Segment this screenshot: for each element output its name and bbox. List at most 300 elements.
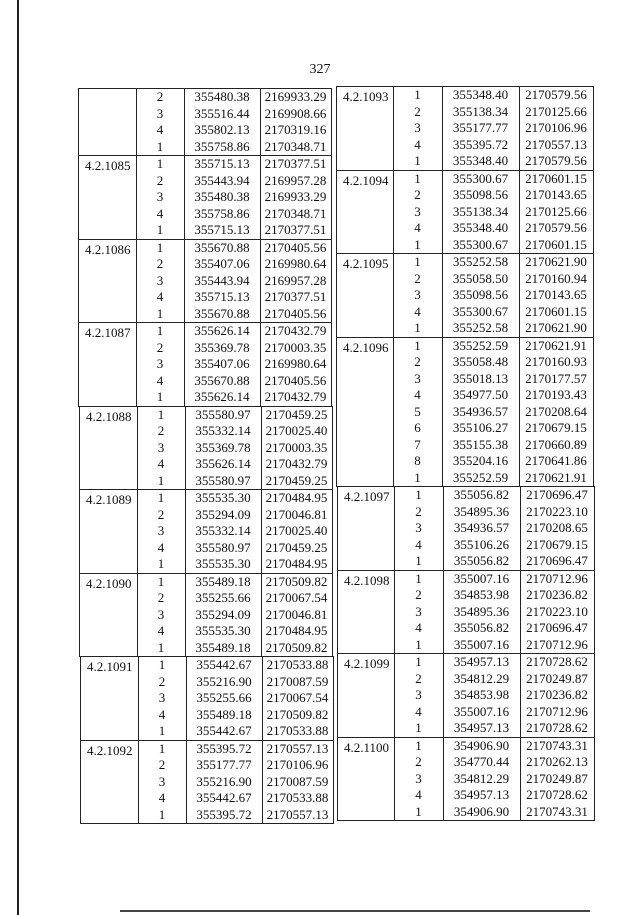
point-number: 1 (415, 737, 422, 753)
y-coordinate: 2169908.66 (264, 105, 327, 121)
y-coordinate: 2170262.13 (526, 754, 588, 769)
table-row (80, 540, 332, 557)
y-coordinate: 2170743.31 (526, 803, 588, 819)
y-coordinate: 2170067.54 (265, 590, 328, 605)
y-coordinate: 2170348.71 (264, 205, 327, 221)
y-coordinate: 2170621.91 (525, 469, 587, 485)
parcel-label: 4.2.1090 (86, 575, 132, 591)
x-coordinate: 355155.38 (452, 436, 509, 452)
x-coordinate: 354957.13 (453, 654, 510, 669)
table-row (81, 674, 333, 691)
x-coordinate: 355058.48 (452, 354, 509, 369)
x-coordinate: 355670.88 (194, 372, 250, 388)
point-number: 1 (414, 337, 421, 353)
point-number: 2 (156, 172, 164, 188)
y-coordinate: 2170509.82 (266, 706, 329, 722)
y-coordinate: 2170432.79 (265, 456, 328, 471)
table-row (337, 304, 593, 321)
table-row (337, 437, 593, 454)
point-number: 2 (158, 673, 166, 689)
parcel-label: 4.2.1086 (85, 241, 131, 257)
point-number: 2 (158, 757, 166, 772)
parcel-label: 4.2.1092 (87, 742, 133, 758)
table-row (338, 787, 594, 804)
table-row (80, 407, 332, 424)
x-coordinate: 355106.26 (453, 536, 510, 552)
coordinate-block (78, 155, 332, 240)
y-coordinate: 2169957.28 (264, 272, 327, 288)
x-coordinate: 355294.09 (195, 606, 251, 622)
x-coordinate: 355670.88 (194, 239, 250, 255)
table-row (81, 723, 333, 740)
point-number: 2 (415, 503, 422, 519)
y-coordinate: 2170621.90 (525, 254, 587, 269)
y-coordinate: 2170348.71 (264, 138, 327, 154)
y-coordinate: 2170125.66 (525, 203, 587, 219)
point-number: 4 (158, 706, 166, 722)
coordinate-block (78, 239, 332, 324)
table-row (81, 807, 333, 824)
parcel-label: 4.2.1096 (343, 339, 389, 355)
point-number: 1 (157, 406, 165, 422)
point-number: 1 (156, 138, 164, 154)
table-row (81, 774, 333, 791)
table-row (79, 289, 331, 306)
x-coordinate: 355332.14 (195, 423, 251, 438)
point-number: 4 (156, 205, 164, 221)
coordinate-block (336, 86, 594, 171)
x-coordinate: 355395.72 (196, 806, 252, 822)
y-coordinate: 2170621.91 (525, 337, 587, 353)
x-coordinate: 355516.44 (194, 105, 250, 121)
y-coordinate: 2170557.13 (266, 806, 329, 822)
y-coordinate: 2170728.62 (526, 720, 588, 735)
y-coordinate: 2169933.29 (264, 89, 327, 104)
x-coordinate: 355802.13 (194, 122, 250, 137)
x-coordinate: 355626.14 (195, 456, 251, 471)
point-number: 3 (156, 272, 164, 288)
y-coordinate: 2170249.87 (526, 770, 588, 786)
table-row (338, 504, 594, 521)
table-row (338, 487, 594, 504)
x-coordinate: 354853.98 (453, 587, 510, 602)
table-row (81, 757, 333, 774)
point-number: 2 (415, 587, 422, 602)
point-number: 3 (414, 287, 421, 302)
x-coordinate: 355252.58 (452, 254, 509, 269)
point-number: 3 (415, 520, 422, 535)
coordinate-block (78, 322, 332, 407)
x-coordinate: 355138.34 (452, 203, 509, 219)
y-coordinate: 2170728.62 (526, 654, 588, 669)
point-number: 3 (414, 203, 421, 219)
x-coordinate: 355535.30 (195, 623, 251, 638)
table-row (80, 507, 332, 524)
y-coordinate: 2170003.35 (265, 439, 328, 455)
table-row (79, 122, 331, 139)
parcel-label: 4.2.1094 (343, 172, 389, 188)
y-coordinate: 2170143.65 (525, 187, 587, 202)
table-row (80, 423, 332, 440)
table-row (338, 520, 594, 537)
y-coordinate: 2170003.35 (264, 339, 327, 355)
y-coordinate: 2170557.13 (266, 740, 329, 756)
table-row (337, 338, 593, 355)
x-coordinate: 355204.16 (452, 453, 509, 468)
table-row (338, 720, 594, 737)
table-row (338, 687, 594, 704)
y-coordinate: 2170106.96 (525, 120, 587, 135)
point-number: 4 (415, 536, 422, 552)
x-coordinate: 355442.67 (196, 790, 252, 805)
point-number: 1 (414, 87, 421, 102)
y-coordinate: 2170377.51 (264, 222, 327, 237)
x-coordinate: 355626.14 (194, 323, 250, 338)
table-row (338, 738, 594, 755)
table-row (337, 220, 593, 237)
point-number: 1 (414, 153, 421, 168)
point-number: 6 (414, 420, 421, 435)
x-coordinate: 354895.36 (453, 603, 510, 619)
y-coordinate: 2170601.15 (525, 170, 587, 186)
x-coordinate: 355369.78 (195, 439, 251, 455)
table-row (337, 387, 593, 404)
y-coordinate: 2170377.51 (264, 156, 327, 171)
parcel-label: 4.2.1099 (344, 656, 390, 671)
point-number: 1 (415, 803, 422, 819)
y-coordinate: 2170621.90 (525, 320, 587, 335)
table-row (337, 354, 593, 371)
y-coordinate: 2170579.56 (525, 87, 587, 102)
x-coordinate: 355442.67 (196, 723, 252, 738)
point-number: 4 (414, 136, 421, 152)
point-number: 1 (415, 570, 422, 586)
point-number: 4 (415, 703, 422, 719)
table-row (338, 620, 594, 637)
x-coordinate: 355395.72 (452, 136, 509, 152)
x-coordinate: 355018.13 (452, 370, 509, 386)
point-number: 1 (156, 222, 164, 237)
x-coordinate: 355007.16 (453, 636, 510, 652)
x-coordinate: 355580.97 (195, 406, 251, 422)
point-number: 1 (158, 723, 166, 738)
y-coordinate: 2170160.94 (525, 270, 587, 286)
x-coordinate: 354812.29 (453, 670, 510, 686)
x-coordinate: 354895.36 (453, 503, 510, 519)
table-row (338, 704, 594, 721)
y-coordinate: 2170249.87 (526, 670, 588, 686)
y-coordinate: 2170319.16 (264, 122, 327, 137)
table-row (81, 741, 333, 758)
x-coordinate: 355294.09 (195, 506, 251, 522)
parcel-label: 4.2.1085 (85, 158, 131, 173)
y-coordinate: 2169933.29 (264, 189, 327, 204)
y-coordinate: 2170533.88 (266, 790, 329, 805)
x-coordinate: 355216.90 (196, 773, 252, 789)
coordinate-block (79, 573, 333, 658)
x-coordinate: 355489.18 (196, 706, 252, 722)
coordinate-block (336, 253, 594, 338)
table-row (337, 271, 593, 288)
point-number: 4 (156, 372, 164, 388)
table-row (337, 87, 593, 104)
x-coordinate: 354957.13 (453, 787, 510, 802)
y-coordinate: 2170236.82 (526, 587, 588, 602)
table-row (337, 137, 593, 154)
point-number: 3 (157, 606, 165, 622)
y-coordinate: 2170236.82 (526, 687, 588, 702)
table-row (337, 153, 593, 170)
point-number: 4 (156, 289, 164, 304)
x-coordinate: 355056.82 (453, 487, 510, 502)
point-number: 2 (157, 590, 165, 605)
point-number: 1 (415, 636, 422, 652)
point-number: 4 (158, 790, 166, 805)
y-coordinate: 2170046.81 (265, 606, 328, 622)
table-row (81, 690, 333, 707)
parcel-label: 4.2.1100 (344, 739, 390, 755)
x-coordinate: 355056.82 (453, 620, 510, 635)
y-coordinate: 2170046.81 (265, 506, 328, 522)
y-coordinate: 2170601.15 (525, 236, 587, 252)
y-coordinate: 2170728.62 (526, 787, 588, 802)
x-coordinate: 354853.98 (453, 687, 510, 702)
point-number: 1 (414, 320, 421, 335)
parcel-label: 4.2.1091 (87, 659, 133, 674)
y-coordinate: 2170601.15 (525, 303, 587, 319)
y-coordinate: 2169957.28 (264, 172, 327, 188)
table-row (80, 574, 332, 591)
parcel-label: 4.2.1088 (86, 408, 132, 424)
coordinate-block (337, 486, 595, 571)
x-coordinate: 355007.16 (453, 703, 510, 719)
table-row (79, 206, 331, 223)
point-number: 3 (158, 773, 166, 789)
y-coordinate: 2170459.25 (265, 539, 328, 555)
y-coordinate: 2170125.66 (525, 103, 587, 119)
y-coordinate: 2170106.96 (266, 757, 329, 772)
coordinate-block (79, 406, 333, 491)
parcel-label: 4.2.1097 (344, 489, 390, 504)
x-coordinate: 355007.16 (453, 570, 510, 586)
coordinate-block (79, 489, 333, 574)
coordinate-block (80, 740, 334, 825)
table-row (337, 453, 593, 470)
x-coordinate: 355758.86 (194, 205, 250, 221)
x-coordinate: 355443.94 (194, 172, 250, 188)
point-number: 1 (156, 305, 164, 321)
table-row (337, 470, 593, 487)
table-row (338, 654, 594, 671)
x-coordinate: 355177.77 (452, 120, 509, 135)
point-number: 1 (415, 720, 422, 735)
parcel-label: 4.2.1089 (86, 492, 132, 507)
y-coordinate: 2170509.82 (265, 639, 328, 655)
point-number: 1 (157, 556, 165, 571)
table-row (79, 306, 331, 323)
point-number: 2 (415, 670, 422, 686)
table-row (337, 104, 593, 121)
y-coordinate: 2170432.79 (264, 323, 327, 338)
point-number: 3 (156, 105, 164, 121)
table-row (338, 804, 594, 821)
y-coordinate: 2170509.82 (265, 573, 328, 589)
point-number: 1 (414, 254, 421, 269)
parcel-label: 4.2.1098 (344, 572, 390, 588)
table-row (80, 456, 332, 473)
table-row (337, 254, 593, 271)
y-coordinate: 2170679.15 (526, 536, 588, 552)
y-coordinate: 2170660.89 (525, 436, 587, 452)
x-coordinate: 355715.13 (194, 156, 250, 171)
y-coordinate: 2170712.96 (526, 570, 588, 586)
table-row (337, 320, 593, 337)
x-coordinate: 355535.30 (195, 490, 251, 505)
y-coordinate: 2170223.10 (526, 503, 588, 519)
parcel-label: 4.2.1095 (343, 256, 389, 271)
y-coordinate: 2170087.59 (266, 673, 329, 689)
y-coordinate: 2170641.86 (525, 453, 587, 468)
y-coordinate: 2170177.57 (525, 370, 587, 386)
table-row (337, 287, 593, 304)
point-number: 4 (415, 620, 422, 635)
point-number: 3 (414, 120, 421, 135)
x-coordinate: 354906.90 (453, 803, 510, 819)
x-coordinate: 355255.66 (195, 590, 251, 605)
x-coordinate: 355348.40 (452, 153, 509, 168)
table-row (79, 356, 331, 373)
point-number: 1 (158, 657, 166, 672)
point-number: 2 (414, 187, 421, 202)
table-row (337, 171, 593, 188)
y-coordinate: 2170712.96 (526, 703, 588, 719)
point-number: 1 (158, 806, 166, 822)
table-row (337, 371, 593, 388)
table-row (79, 189, 331, 206)
table-row (80, 607, 332, 624)
scan-border-bottom (120, 910, 590, 912)
table-row (79, 89, 331, 106)
y-coordinate: 2170025.40 (265, 423, 328, 438)
coordinate-block (80, 656, 334, 741)
point-number: 2 (414, 354, 421, 369)
y-coordinate: 2169980.64 (264, 256, 327, 271)
x-coordinate: 355300.67 (452, 236, 509, 252)
point-number: 1 (415, 553, 422, 568)
y-coordinate: 2170459.25 (265, 406, 328, 422)
x-coordinate: 355300.67 (452, 303, 509, 319)
coordinate-block (337, 570, 595, 655)
table-row (80, 523, 332, 540)
table-row (80, 623, 332, 640)
x-coordinate: 355106.27 (452, 420, 509, 435)
y-coordinate: 2170557.13 (525, 136, 587, 152)
coordinate-block (336, 170, 594, 255)
y-coordinate: 2170484.95 (265, 623, 328, 638)
point-number: 1 (157, 472, 165, 488)
x-coordinate: 355670.88 (194, 305, 250, 321)
point-number: 2 (156, 339, 164, 355)
table-row (80, 556, 332, 573)
table-row (338, 604, 594, 621)
point-number: 4 (157, 539, 165, 555)
y-coordinate: 2170405.56 (264, 239, 327, 255)
point-number: 7 (414, 436, 421, 452)
x-coordinate: 355369.78 (194, 339, 250, 355)
x-coordinate: 355580.97 (195, 539, 251, 555)
point-number: 3 (415, 770, 422, 786)
x-coordinate: 355056.82 (453, 553, 510, 568)
table-row (79, 373, 331, 390)
table-row (81, 657, 333, 674)
point-number: 1 (156, 323, 164, 338)
x-coordinate: 355255.66 (196, 690, 252, 705)
coordinate-block (337, 653, 595, 738)
point-number: 2 (414, 270, 421, 286)
x-coordinate: 355580.97 (195, 472, 251, 488)
x-coordinate: 355348.40 (452, 220, 509, 235)
table-row (79, 256, 331, 273)
point-number: 3 (156, 356, 164, 371)
y-coordinate: 2170208.64 (525, 403, 587, 419)
y-coordinate: 2170087.59 (266, 773, 329, 789)
table-row (338, 553, 594, 570)
x-coordinate: 355177.77 (196, 757, 252, 772)
point-number: 4 (415, 787, 422, 802)
point-number: 1 (157, 639, 165, 655)
x-coordinate: 355480.38 (194, 189, 250, 204)
point-number: 5 (414, 403, 421, 419)
page-number: 327 (309, 62, 331, 77)
table-row (338, 671, 594, 688)
table-row (337, 120, 593, 137)
point-number: 2 (156, 89, 164, 104)
x-coordinate: 355480.38 (194, 89, 250, 104)
table-row (337, 404, 593, 421)
y-coordinate: 2170484.95 (265, 556, 328, 571)
point-number: 1 (156, 239, 164, 255)
x-coordinate: 355098.56 (452, 187, 509, 202)
x-coordinate: 355758.86 (194, 138, 250, 154)
point-number: 1 (415, 487, 422, 502)
x-coordinate: 355138.34 (452, 103, 509, 119)
x-coordinate: 355252.59 (452, 469, 509, 485)
y-coordinate: 2170405.56 (264, 305, 327, 321)
x-coordinate: 355442.67 (196, 657, 252, 672)
point-number: 1 (414, 170, 421, 186)
x-coordinate: 355252.58 (452, 320, 509, 335)
y-coordinate: 2170679.15 (525, 420, 587, 435)
x-coordinate: 354977.50 (452, 387, 509, 402)
x-coordinate: 355098.56 (452, 287, 509, 302)
x-coordinate: 355332.14 (195, 523, 251, 538)
y-coordinate: 2169980.64 (264, 356, 327, 371)
x-coordinate: 354957.13 (453, 720, 510, 735)
x-coordinate: 355395.72 (196, 740, 252, 756)
table-row (81, 790, 333, 807)
point-number: 2 (156, 256, 164, 271)
table-row (338, 637, 594, 654)
table-row (338, 571, 594, 588)
y-coordinate: 2170459.25 (265, 472, 328, 488)
table-row (80, 440, 332, 457)
point-number: 3 (157, 523, 165, 538)
table-row (80, 640, 332, 657)
x-coordinate: 354936.57 (453, 520, 510, 535)
point-number: 4 (414, 387, 421, 402)
coordinate-block (78, 88, 332, 156)
coordinate-block (336, 337, 594, 488)
